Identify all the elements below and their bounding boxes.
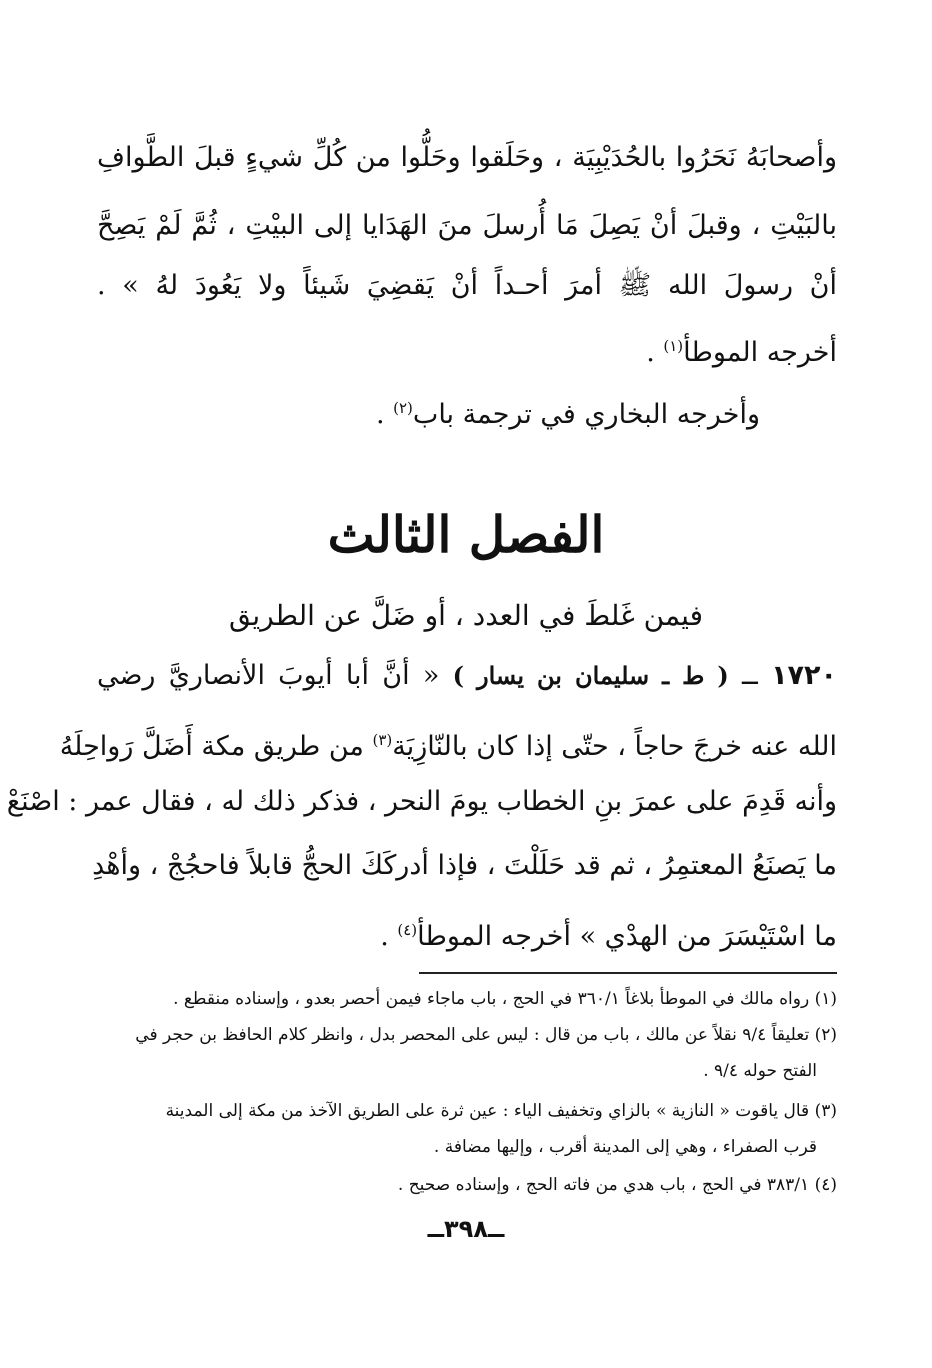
intro-line-4-end: . [646,337,664,368]
intro-source-text: أخرجه الموطأ [683,337,837,368]
hadith-line-5-end: . [380,921,398,952]
intro-line-4 [97,326,837,373]
footnote-ref-1: (١) [663,337,684,355]
footnote-4: (٤) ٣٨٣/١ في الحج ، باب هدي من فاته الحج ، وإسناده صحيح . [397,1175,837,1195]
hadith-line-1 [97,656,837,696]
intro-bukhari-text: وأخرجه البخاري في ترجمة باب [412,399,760,430]
hadith-narrator: ( ط ـ سليمان بن يسار ) [452,661,729,690]
footnote-ref-3: (٣) [372,731,393,749]
hadith-line-4: ما يَصنَعُ المعتمِرُ ، ثم قد حَلَلْتَ ، فإذا أدركَكَ الحجُّ قابلاً فاحجُجْ ، وأهْدِ [92,850,837,881]
hadith-line-3: وأنه قَدِمَ على عمرَ بنِ الخطاب يومَ النحر ، فذكر ذلك له ، فقال عمر : اصْنَعْ [6,786,837,817]
hadith-line-2-text: الله عنه خرجَ حاجاً ، حتّى إذا كان بالنّازِيَة [392,731,837,762]
footnote-1: (١) رواه مالك في الموطأ بلاغاً ٣٦٠/١ في الحج ، باب ماجاء فيمن أحصر بعدو ، وإسناده منقطع . [173,989,837,1009]
footnote-3: (٣) قال ياقوت « النازية » بالزاي وتخفيف الياء : عين ثرة على الطريق الآخذ من مكة إلى المدينة [165,1101,837,1121]
footnote-2-continued: الفتح حوله ٩/٤ . [703,1061,817,1081]
intro-line-1: وأصحابَهُ نَحَرُوا بالحُدَيْبِيَة ، وحَلَقوا وحَلُّوا من كُلِّ شيءٍ قبلَ الطَّوافِ [97,142,837,173]
footnote-2: (٢) تعليقاً ٩/٤ نقلاً عن مالك ، باب من قال : ليس على المحصر بدل ، وانظر كلام الحافظ بن حجر في [135,1025,837,1045]
hadith-number: ١٧٢٠ [771,660,837,691]
page-number: ــ٣٩٨ــ [427,1215,505,1243]
hadith-dash: ــ [728,660,772,691]
chapter-subtitle: فيمن غَلطَ في العدد ، أو ضَلَّ عن الطريق [229,599,703,632]
hadith-line-5 [97,910,837,957]
intro-line-2: بالبَيْتِ ، وقبلَ أنْ يَصِلَ مَا أُرسلَ منَ الهَدَايا إلى البيْتِ ، ثُمَّ لَمْ يَصِحَّ [97,210,837,241]
footnote-divider [419,972,837,974]
chapter-title: الفصل الثالث [327,505,605,564]
intro-line-3: أنْ رسولَ الله ﷺ أمرَ أحـداً أنْ يَقضِيَ شَيئاً ولا يَعُودَ لهُ » . [97,270,837,301]
footnote-3-continued: قرب الصفراء ، وهي إلى المدينة أقرب ، وإليها مضافة . [433,1137,817,1157]
intro-line-5-end: . [375,399,394,430]
hadith-line-2 [59,720,837,767]
footnote-ref-2: (٢) [393,399,413,417]
intro-line-5 [20,388,760,435]
hadith-line-5-text: ما اسْتَيْسَرَ من الهدْي » أخرجه الموطأ [417,921,837,952]
footnote-ref-4: (٤) [397,921,418,939]
hadith-line-1-rest: « أنَّ أبا أيوبَ الأنصاريَّ رضي [97,660,453,691]
hadith-line-2-rest: من طريق مكة أَضَلَّ رَواحِلَهُ [59,731,373,762]
